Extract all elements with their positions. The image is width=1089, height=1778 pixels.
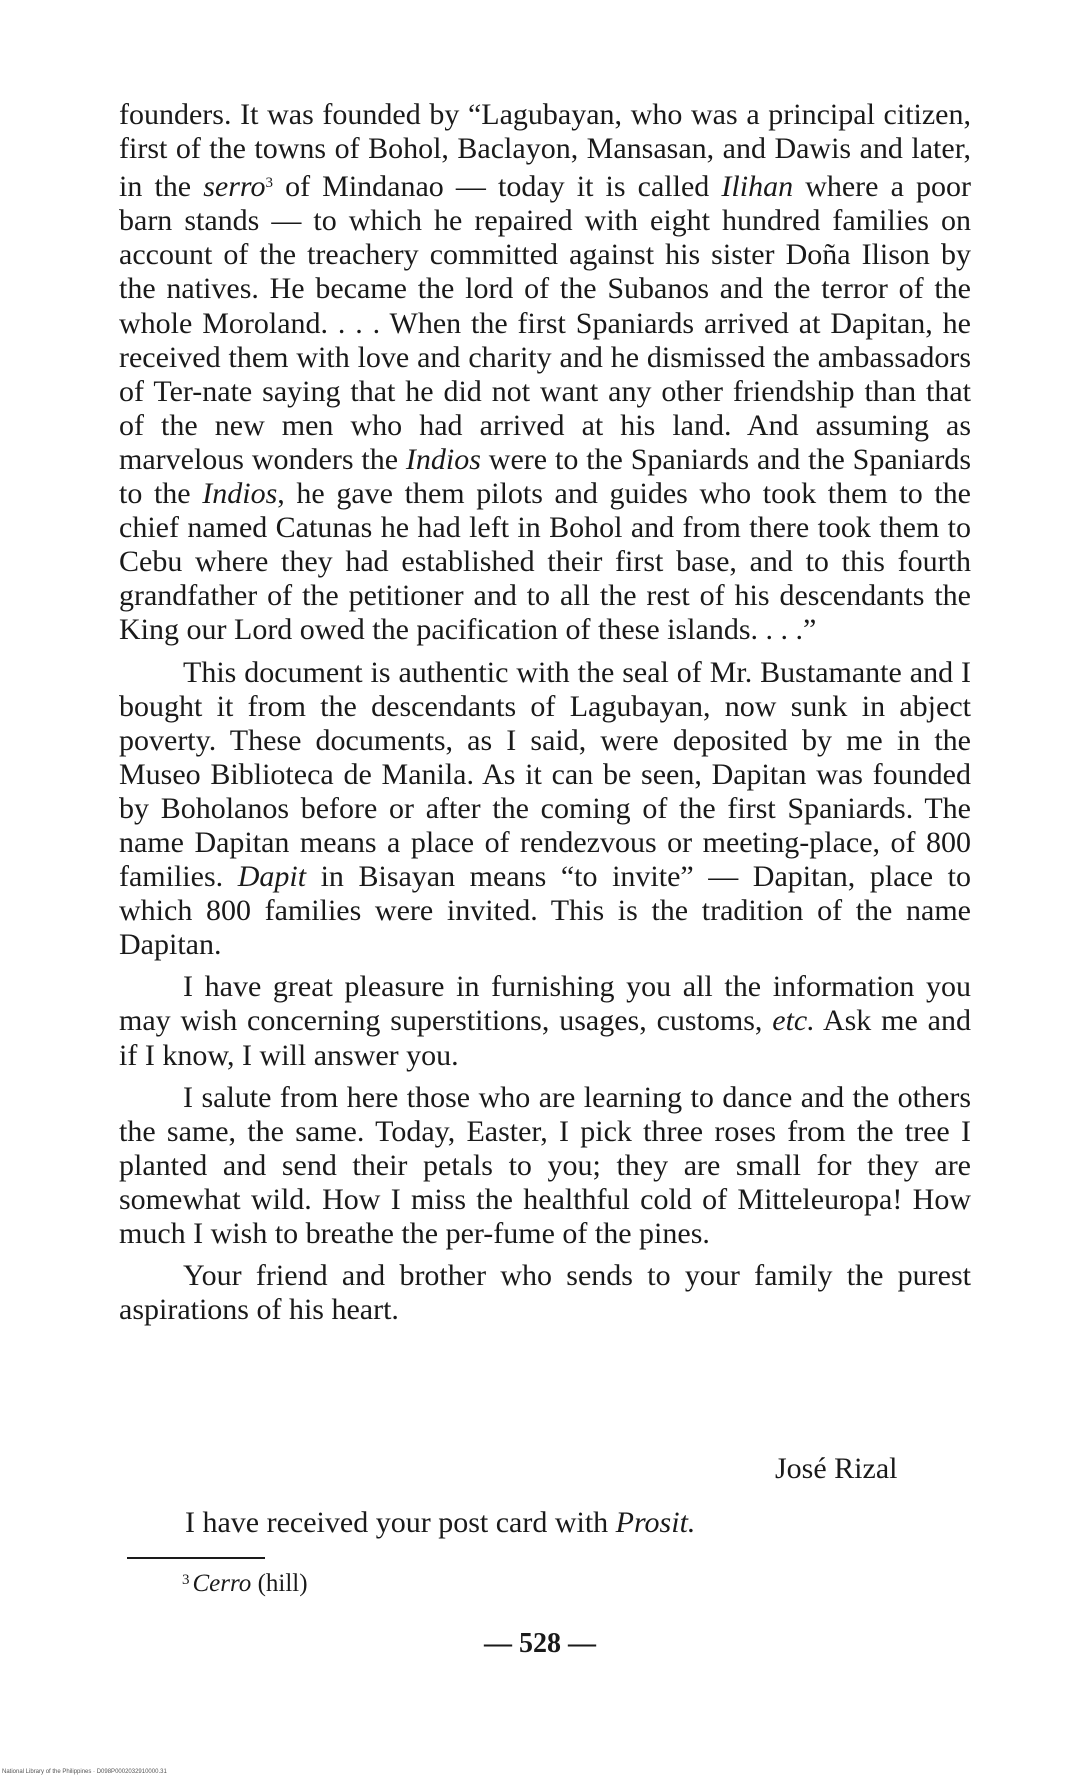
postscript: I have received your post card with Prosit.: [185, 1506, 696, 1539]
footnote: [182, 1564, 308, 1600]
letter-body: [119, 98, 971, 1327]
paragraph-closing: Your friend and brother who sends to your family the purest aspirations of his heart.: [119, 1259, 971, 1327]
footnote-divider: [127, 1557, 265, 1559]
ilihan-term: Ilihan: [721, 170, 794, 204]
paragraph-founding-account: founders. It was founded by “Lagubayan, who was a principal citizen, first of the towns of Bohol, Baclayon, Mansasan, and Dawis and later, in the serro$^3$ of Mindanao — today it is called Ilihan where a poor barn stands — to which he repaired with eight hundred families on account of the treachery committed against his sister Doña Ilison by the natives. He became the lord of the Subanos and the terror of the whole Moroland. . . . When the first Spaniards arrived at Dapitan, he received them with love and charity and he dismissed the ambassadors of Ter-nate saying that he did not want any other friendship than that of the new men who had arrived at his land. And assuming as marvelous wonders the Indios were to the Spaniards and the Spaniards to the Indios, he gave them pilots and guides who took them to the chief named Catunas he had left in Bohol and from there took them to Cebu where they had established their first base, and to this fourth grandfather of the petitioner and to all the rest of his descendants the King our Lord owed the pacification of these islands. . . .”: [119, 98, 971, 647]
dapit-term: Dapit: [237, 860, 307, 894]
paragraph-salutation: I salute from here those who are learning to dance and the others the same, the same. Today, Easter, I pick three roses from the tree I planted and send their petals to you; they are small for they are somewhat wild. How I miss the healthful cold of Mitteleuropa! How much I wish to breathe the per-fume of the pines.: [119, 1080, 971, 1250]
indios-term: Indios: [405, 442, 481, 476]
etc-term: etc.: [772, 1004, 815, 1038]
footnote-term: Cerro: [192, 1570, 252, 1597]
prosit-term: Prosit.: [615, 1506, 696, 1539]
footnote-gloss: (hill): [251, 1570, 308, 1597]
paragraph-offer-information: I have great pleasure in furnishing you all the information you may wish concerning superstitions, usages, customs, etc. Ask me and if I know, I will answer you.: [119, 970, 971, 1072]
page-number: — 528 —: [484, 1628, 596, 1659]
footnote-marker: 3: [182, 1572, 190, 1588]
archive-credit: National Library of the Philippines · D098P0002032910000.31: [2, 1769, 167, 1775]
indios-term: Indios: [202, 477, 278, 511]
footnote-ref: 3: [265, 175, 273, 192]
signature: José Rizal: [775, 1452, 898, 1485]
paragraph-document-authenticity: This document is authentic with the seal of Mr. Bustamante and I bought it from the descendants of Lagubayan, now sunk in abject poverty. These documents, as I said, were deposited by me in the Museo Biblioteca de Manila. As it can be seen, Dapitan was founded by Boholanos before or after the coming of the first Spaniards. The name Dapitan means a place of rendezvous or meeting-place, of 800 families. Dapit in Bisayan means “to invite” — Dapitan, place to which 800 families were invited. This is the tradition of the name Dapitan.: [119, 655, 971, 962]
serro-term: serro: [203, 170, 266, 204]
